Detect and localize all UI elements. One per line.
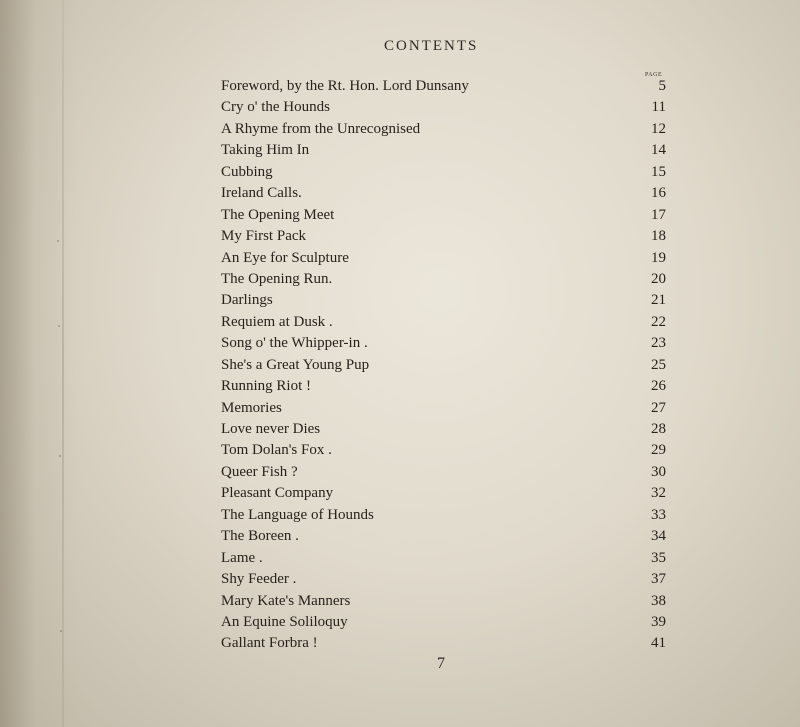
contents-entry [221, 462, 666, 483]
entry-page-number: 25 [651, 356, 666, 373]
paper-speck [58, 325, 60, 327]
paper-speck [60, 630, 62, 632]
page-title: CONTENTS [384, 38, 479, 54]
entry-page-number: 16 [651, 185, 666, 202]
entry-title: Memories [221, 399, 282, 416]
contents-entry [221, 633, 666, 654]
contents-entry [221, 205, 666, 226]
entry-page-number: 27 [651, 399, 666, 416]
entry-page-number: 37 [651, 571, 666, 588]
entry-page-number: 11 [651, 99, 666, 116]
contents-entry [221, 569, 666, 590]
entry-title: Foreword, by the Rt. Hon. Lord Dunsany [221, 78, 469, 94]
contents-entry [221, 398, 666, 419]
contents-entry [221, 483, 666, 504]
entry-page-number: 21 [651, 292, 666, 309]
contents-entry [221, 119, 666, 140]
entry-title: The Opening Run. [221, 270, 333, 287]
entry-page-number: 35 [651, 549, 666, 566]
entry-title: Taking Him In [221, 142, 310, 159]
entry-title: Cry o' the Hounds [221, 99, 330, 116]
entry-title: A Rhyme from the Unrecognised [221, 120, 421, 137]
entry-title: Running Riot ! [221, 378, 312, 395]
contents-entry [221, 140, 666, 161]
contents-entry [221, 612, 666, 633]
entry-page-number: 33 [651, 506, 666, 523]
entry-page-number: 15 [651, 163, 666, 180]
entry-title: Ireland Calls. [221, 185, 302, 202]
entry-page-number: 19 [651, 249, 666, 266]
entry-title: Pleasant Company [221, 485, 334, 502]
contents-entry [221, 548, 666, 569]
contents-entry [221, 97, 666, 118]
contents-entry [221, 183, 666, 204]
entry-page-number: 22 [651, 313, 666, 330]
entry-title: Shy Feeder . [221, 571, 297, 588]
entry-title: An Eye for Sculpture [221, 249, 349, 266]
entry-page-number: 39 [651, 613, 666, 630]
entry-page-number: 29 [651, 442, 666, 459]
entry-page-number: 5 [658, 78, 666, 94]
contents-entry [221, 76, 666, 97]
entry-page-number: 34 [651, 528, 666, 545]
entry-page-number: 28 [651, 421, 666, 437]
entry-title: Darlings [221, 292, 273, 309]
entry-page-number: 38 [651, 592, 666, 609]
contents-entry [221, 333, 666, 354]
entry-title: The Opening Meet [221, 206, 335, 223]
contents-entry [221, 505, 666, 526]
contents-entry [221, 248, 666, 269]
contents-list [221, 76, 666, 655]
entry-title: Love never Dies [221, 421, 321, 437]
contents-entry [221, 290, 666, 311]
entry-title: She's a Great Young Pup [221, 356, 370, 373]
entry-page-number: 12 [651, 120, 666, 137]
paper-speck [59, 455, 61, 457]
entry-title: Tom Dolan's Fox . [221, 442, 332, 459]
entry-title: Cubbing [221, 163, 273, 180]
contents-entry [221, 226, 666, 247]
entry-page-number: 18 [651, 228, 666, 245]
entry-title: Requiem at Dusk . [221, 313, 333, 330]
entry-page-number: 17 [651, 206, 666, 223]
contents-entry [221, 376, 666, 397]
book-gutter [0, 0, 78, 727]
contents-entry [221, 526, 666, 547]
entry-page-number: 32 [651, 485, 666, 502]
contents-entry [221, 269, 666, 290]
paper-speck [57, 240, 59, 242]
contents-entry [221, 312, 666, 333]
page-number: 7 [437, 655, 445, 672]
entry-page-number: 26 [651, 378, 666, 395]
contents-entry [221, 419, 666, 440]
contents-entry [221, 162, 666, 183]
contents-entry [221, 355, 666, 376]
gutter-fold-line [62, 0, 64, 727]
entry-page-number: 23 [651, 335, 666, 352]
entry-title: My First Pack [221, 228, 307, 245]
entry-title: The Language of Hounds [221, 506, 374, 523]
entry-title: Gallant Forbra ! [221, 635, 318, 652]
entry-page-number: 41 [651, 635, 666, 652]
entry-page-number: 14 [651, 142, 666, 159]
contents-entry [221, 440, 666, 461]
entry-title: Lame . [221, 549, 263, 566]
entry-title: An Equine Soliloquy [221, 613, 348, 630]
contents-entry [221, 591, 666, 612]
entry-title: Mary Kate's Manners [221, 592, 351, 609]
entry-title: Song o' the Whipper-in . [221, 335, 368, 352]
entry-page-number: 20 [651, 270, 666, 287]
entry-title: Queer Fish ? [221, 463, 298, 480]
entry-page-number: 30 [651, 463, 666, 480]
entry-title: The Boreen . [221, 528, 299, 545]
page-column-label: PAGE [645, 72, 663, 78]
